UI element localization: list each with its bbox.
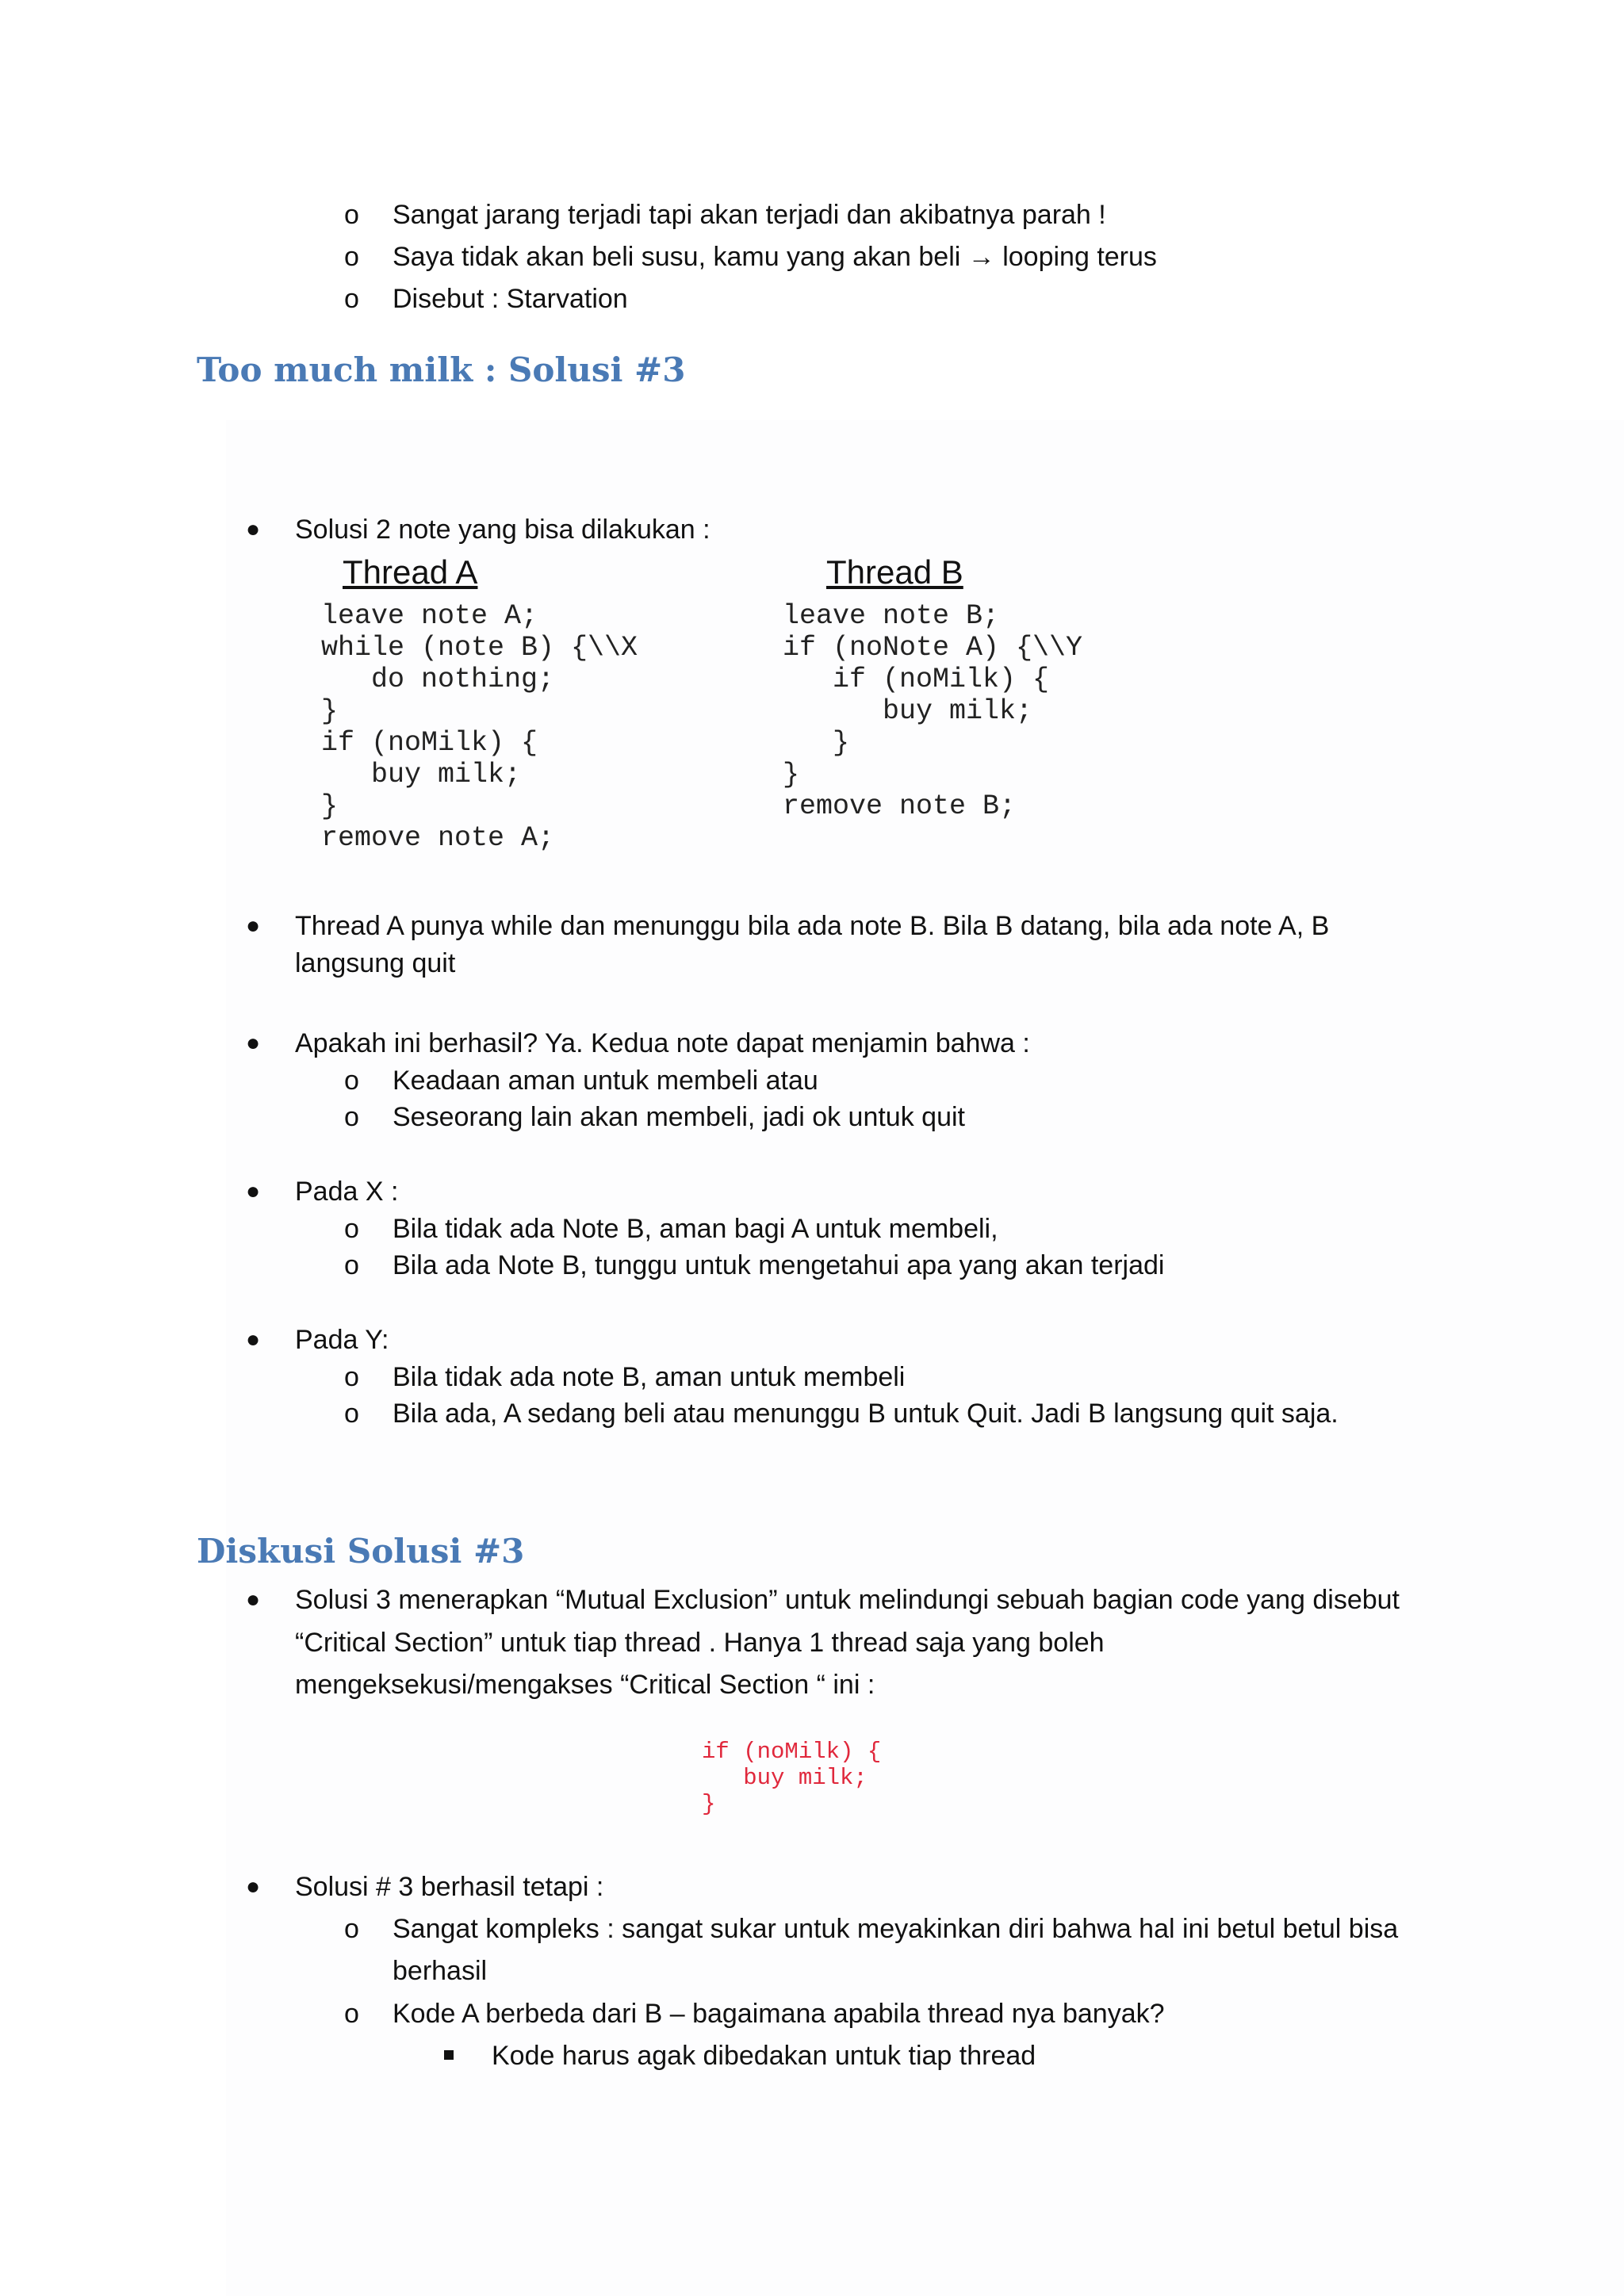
bullet-marker: ● [246, 1586, 261, 1613]
list-item: Kode A berbeda dari B – bagaimana apabila thread nya banyak? [393, 1999, 1165, 2029]
bullet-text-cont: mengeksekusi/mengakses “Critical Section “ ini : [295, 1670, 875, 1700]
bullet-marker: ● [246, 1873, 261, 1900]
bullet-marker: ● [246, 1178, 261, 1204]
list-marker: o [344, 1214, 359, 1244]
thread-b-code: leave note B; if (noNote A) {\\Y if (noMilk) { buy milk; } } remove note B; [783, 600, 1083, 822]
bullet-text: Solusi 3 menerapkan “Mutual Exclusion” untuk melindungi sebuah bagian code yang disebut [295, 1585, 1400, 1615]
list-item: Sangat kompleks : sangat sukar untuk meyakinkan diri bahwa hal ini betul betul bisa [393, 1914, 1399, 1944]
list-item: Seseorang lain akan membeli, jadi ok untuk quit [393, 1102, 965, 1132]
list-marker: o [344, 1066, 359, 1096]
bullet-text-cont: “Critical Section” untuk tiap thread . Hanya 1 thread saja yang boleh [295, 1628, 1105, 1658]
list-marker: o [344, 1102, 359, 1132]
bullet-marker: ● [246, 516, 261, 542]
list-item: Bila tidak ada note B, aman untuk membeli [393, 1362, 906, 1392]
list-marker: o [344, 200, 359, 230]
bullet-marker: ● [246, 913, 261, 939]
critical-section-code: if (noMilk) { buy milk; } [702, 1739, 882, 1817]
list-marker: o [344, 242, 359, 272]
list-item: Bila ada, A sedang beli atau menunggu B untuk Quit. Jadi B langsung quit saja. [393, 1399, 1339, 1429]
bullet-text: Apakah ini berhasil? Ya. Kedua note dapat menjamin bahwa : [295, 1028, 1030, 1058]
bullet-text: Thread A punya while dan menunggu bila ada note B. Bila B datang, bila ada note A, B [295, 911, 1330, 941]
list-item: Bila tidak ada Note B, aman bagi A untuk membeli, [393, 1214, 998, 1244]
list-marker: o [344, 284, 359, 314]
list-marker: o [344, 1250, 359, 1280]
bullet-text: Solusi # 3 berhasil tetapi : [295, 1872, 604, 1902]
bullet-marker: ● [246, 1030, 261, 1056]
section-heading: Diskusi Solusi #3 [197, 1532, 525, 1571]
thread-b-title: Thread B [826, 553, 963, 591]
square-bullet-icon [444, 2050, 454, 2060]
list-marker: o [344, 1999, 359, 2029]
list-marker: o [344, 1362, 359, 1392]
list-marker: o [344, 1914, 359, 1944]
bullet-text-cont: langsung quit [295, 948, 456, 978]
list-item: Disebut : Starvation [393, 284, 628, 314]
thread-a-title: Thread A [343, 553, 478, 591]
list-item: Saya tidak akan beli susu, kamu yang akan beli → looping terus [393, 242, 1157, 272]
list-marker: o [344, 1399, 359, 1429]
bullet-text: Solusi 2 note yang bisa dilakukan : [295, 515, 710, 545]
list-item-cont: berhasil [393, 1956, 488, 1986]
bullet-marker: ● [246, 1326, 261, 1353]
section-heading: Too much milk : Solusi #3 [197, 350, 686, 389]
sub-list-item: Kode harus agak dibedakan untuk tiap thread [492, 2041, 1036, 2071]
bullet-text: Pada X : [295, 1177, 399, 1207]
thread-a-code: leave note A; while (note B) {\\X do nothing; } if (noMilk) { buy milk; } remove note A; [321, 600, 638, 854]
list-item: Sangat jarang terjadi tapi akan terjadi dan akibatnya parah ! [393, 200, 1106, 230]
list-item: Keadaan aman untuk membeli atau [393, 1066, 818, 1096]
bullet-text: Pada Y: [295, 1325, 389, 1355]
list-item: Bila ada Note B, tunggu untuk mengetahui apa yang akan terjadi [393, 1250, 1165, 1280]
